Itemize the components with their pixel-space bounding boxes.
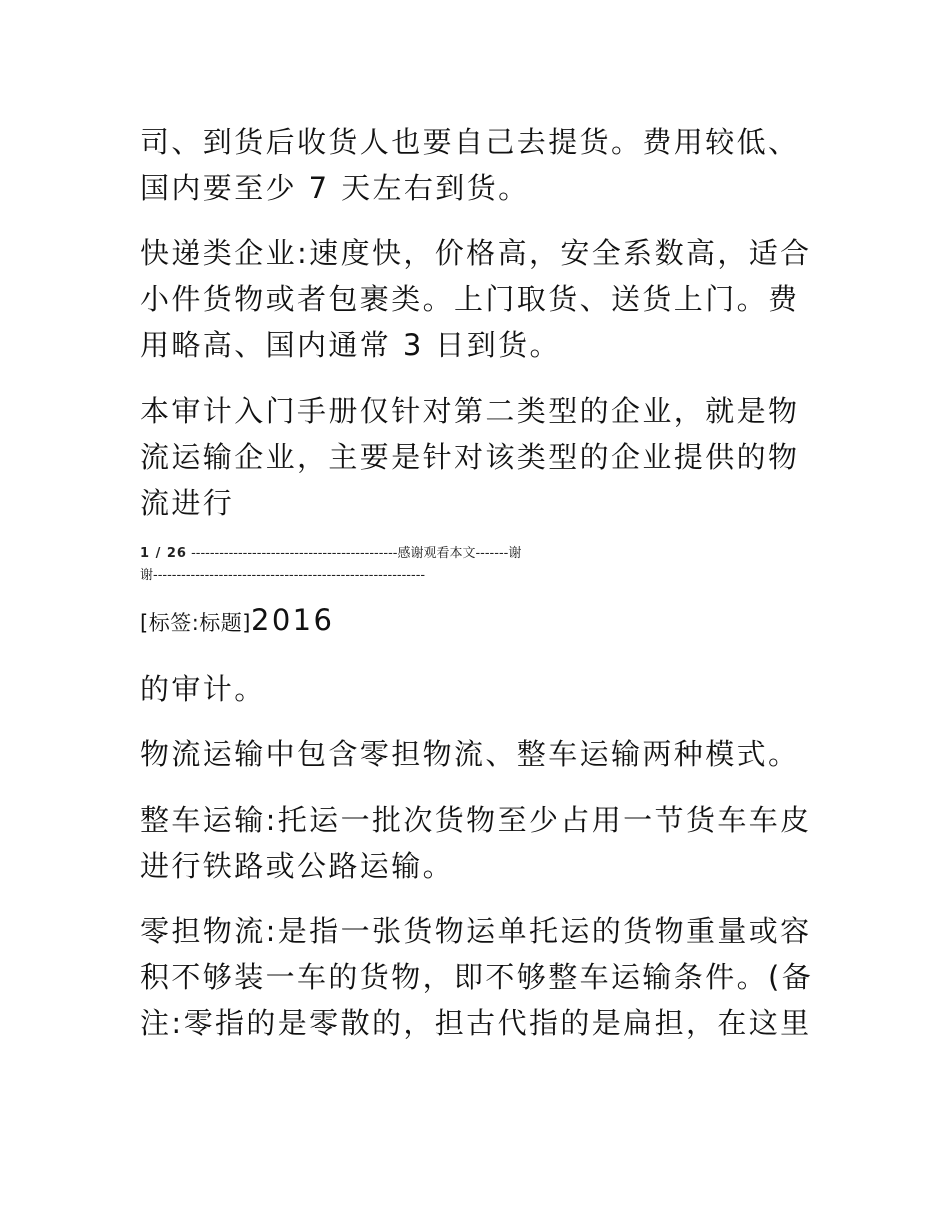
- footer-line-1: [140, 543, 820, 565]
- text-line: 零担物流:是指一张货物运单托运的货物重量或容: [140, 914, 812, 948]
- tag-year: 2016: [250, 603, 335, 637]
- paragraph-audit: [140, 666, 820, 712]
- tag-heading: [140, 603, 334, 637]
- paragraph-express-companies: [140, 230, 820, 368]
- paragraph-manual-scope: [140, 388, 820, 526]
- page-number: 1 / 26: [140, 546, 187, 561]
- paragraph-less-than-truckload: [140, 908, 820, 1046]
- text-line: 积不够装一车的货物，即不够整车运输条件。(备: [140, 960, 814, 994]
- text-line: 的审计。: [140, 672, 266, 706]
- text-line: 注:零指的是零散的，担古代指的是扁担，在这里: [140, 1006, 812, 1040]
- text-line: 物流运输中包含零担物流、整车运输两种模式。: [140, 737, 800, 771]
- footer-rule: --------------------------------------------: [191, 546, 398, 561]
- paragraph-full-truckload: [140, 797, 820, 889]
- text-line: 进行铁路或公路运输。: [140, 849, 455, 883]
- text-line: 整车运输:托运一批次货物至少占用一节货车车皮: [140, 803, 812, 837]
- text-line: 小件货物或者包裹类。上门取货、送货上门。费: [140, 282, 800, 316]
- text-line: 司、到货后收货人也要自己去提货。费用较低、: [140, 125, 800, 159]
- footer-thanks: 感谢观看本文-------谢: [397, 546, 522, 561]
- paragraph-freight-pickup: [140, 119, 820, 211]
- page-footer: [140, 543, 820, 587]
- footer-line-2: 谢----------------------------------------------------------: [140, 568, 426, 583]
- text-line: 国内要至少 7 天左右到货。: [140, 171, 530, 205]
- text-line: 本审计入门手册仅针对第二类型的企业，就是物: [140, 394, 800, 428]
- text-line: 流进行: [140, 486, 235, 520]
- paragraph-two-modes: [140, 731, 820, 777]
- tag-label: [标签:标题]: [140, 611, 251, 635]
- text-line: 快递类企业:速度快，价格高，安全系数高，适合: [140, 236, 812, 270]
- text-line: 流运输企业，主要是针对该类型的企业提供的物: [140, 440, 800, 474]
- text-line: 用略高、国内通常 3 日到货。: [140, 328, 561, 362]
